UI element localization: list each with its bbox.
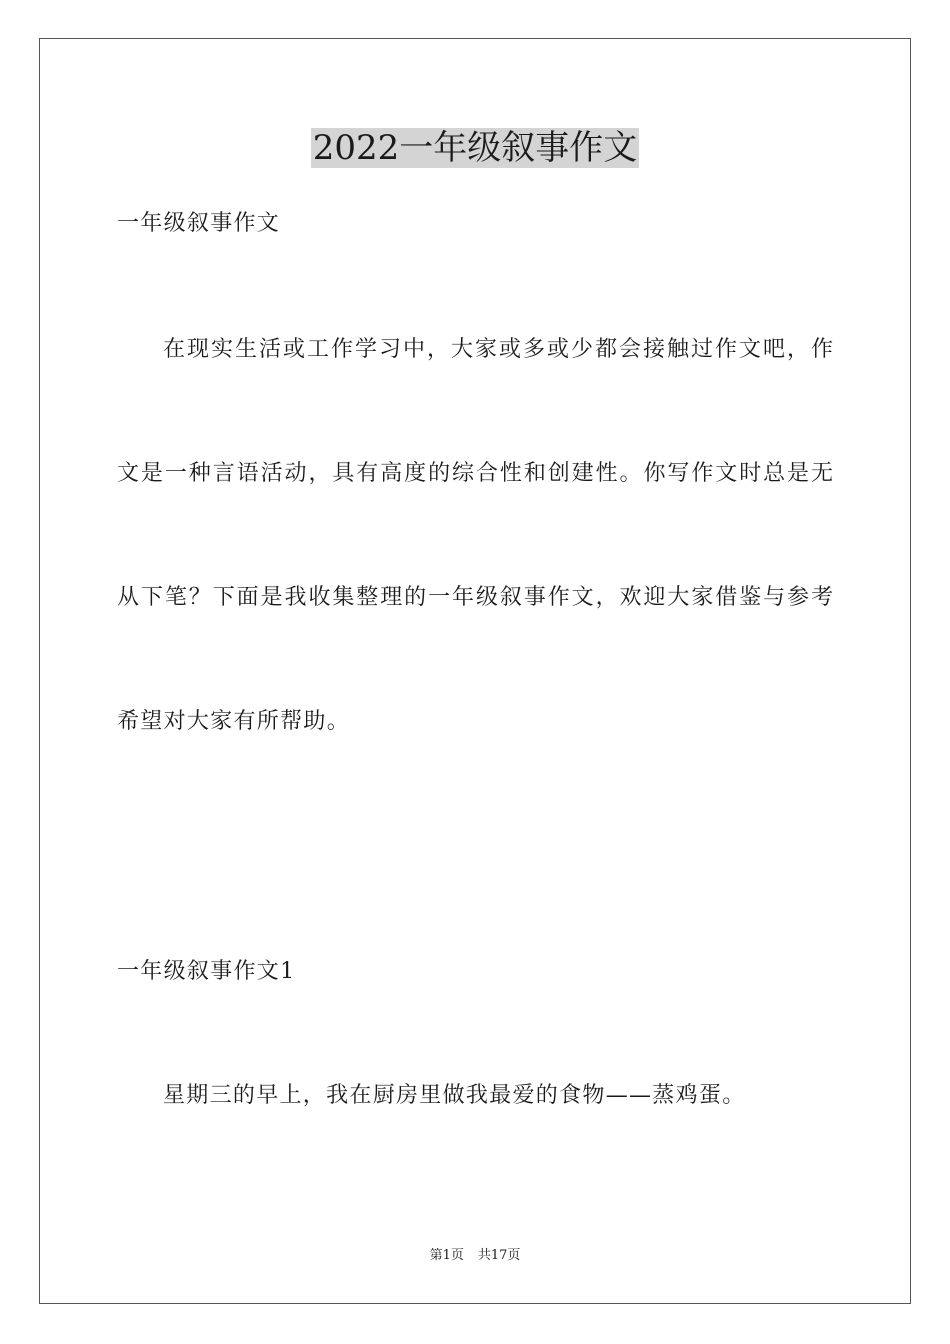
page-footer	[0, 1247, 950, 1265]
section-heading: 一年级叙事作文1	[117, 959, 296, 984]
intro-paragraph-line-2: 文是一种言语活动，具有高度的综合性和创建性。你写作文时总是无	[117, 461, 833, 486]
section-paragraph-line-1: 星期三的早上，我在厨房里做我最爱的食物——蒸鸡蛋。	[163, 1083, 746, 1108]
intro-paragraph-line-3: 从下笔？下面是我收集整理的一年级叙事作文，欢迎大家借鉴与参考	[117, 585, 833, 610]
document-subtitle: 一年级叙事作文	[117, 211, 281, 236]
total-page-count: 共17页	[477, 1248, 521, 1263]
intro-paragraph-line-1: 在现实生活或工作学习中，大家或多或少都会接触过作文吧，作	[163, 337, 833, 362]
current-page-number: 第1页	[429, 1248, 464, 1263]
document-title-text: 2022一年级叙事作文	[312, 128, 638, 168]
intro-paragraph-line-4: 希望对大家有所帮助。	[117, 709, 351, 734]
document-title	[0, 128, 950, 168]
